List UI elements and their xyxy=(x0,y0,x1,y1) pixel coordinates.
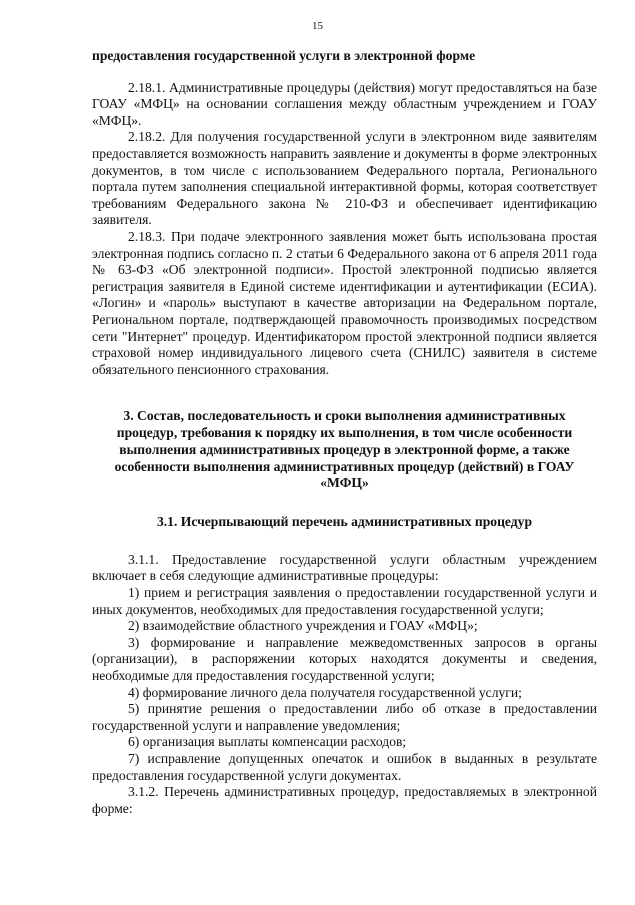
list-item-2: 2) взаимодействие областного учреждения и ГОАУ «МФЦ»; xyxy=(128,618,478,634)
list-item-4: 4) формирование личного дела получателя государственной услуги; xyxy=(128,684,522,700)
list-item-1: 1) прием и регистрация заявления о предоставлении государственной услуги и иных документов, необходимых для предоставления государственной услуги; xyxy=(92,585,597,617)
list-item-7: 7) исправление допущенных опечаток и ошибок в выданных в результате предоставления государственной услуги документах. xyxy=(92,750,597,783)
paragraph-2-18-1: 2.18.1. Административные процедуры (действия) могут предоставляться на базе ГОАУ «МФЦ» на основании соглашения между областным учреждением и ГОАУ «МФЦ». xyxy=(92,79,597,128)
list-item-6: 6) организация выплаты компенсации расходов; xyxy=(128,734,407,750)
section-3-heading: 3. Состав, последовательность и сроки выполнения административных процедур, требования к порядку их выполнения, в том числе особенности выполнения административных процедур в электронной форме, а также особенности выполнения административных процедур (действий) в ГОАУ «МФЦ» xyxy=(114,408,575,491)
continued-heading: предоставления государственной услуги в электронной форме xyxy=(92,48,476,63)
page-content xyxy=(92,48,597,817)
list-item-3: 3) формирование и направление межведомственных запросов в органы (организации), в распоряжении которых находятся документы и сведения, необходимые для предоставления государственной услуги; xyxy=(92,634,597,684)
paragraph-2-18-3: 2.18.3. При подаче электронного заявления может быть использована простая электронная подпись согласно п. 2 статьи 6 Федерального закона от 6 апреля 2011 года № 63-ФЗ «Об электронной подписи». Простой электронной подписью является регистрация заявителя в Единой системе идентификации и аутентификации (ЕСИА). «Логин» и «пароль» выступают в качестве авторизации на Федеральном портале, Региональном портале, подтверждающей правомочность производимых посредством сети "Интернет" процедур. Идентификатором простой электронной подписи является страховой номер индивидуального лицевого счета (СНИЛС) заявителя в системе обязательного пенсионного страхования. xyxy=(92,228,597,377)
paragraph-3-1-1: 3.1.1. Предоставление государственной услуги областным учреждением включает в себя следующие административные процедуры: xyxy=(92,551,597,584)
page-number: 15 xyxy=(312,20,323,32)
section-3-1-heading: 3.1. Исчерпывающий перечень административных процедур xyxy=(156,514,533,530)
paragraph-2-18-2: 2.18.2. Для получения государственной услуги в электронном виде заявителям предоставляется возможность направить заявление и документы в форме электронных документов, в том числе с использованием Федерального портала, Регионального портала путем заполнения специальной интерактивной формы, которая соответствует требованиям Федерального закона № 210-ФЗ и обеспечивает идентификацию заявителя. xyxy=(92,129,597,228)
paragraph-3-1-2: 3.1.2. Перечень административных процедур, предоставляемых в электронной форме: xyxy=(92,784,597,816)
list-item-5: 5) принятие решения о предоставлении либо об отказе в предоставлении государственной услуги и направление уведомления; xyxy=(92,701,597,733)
